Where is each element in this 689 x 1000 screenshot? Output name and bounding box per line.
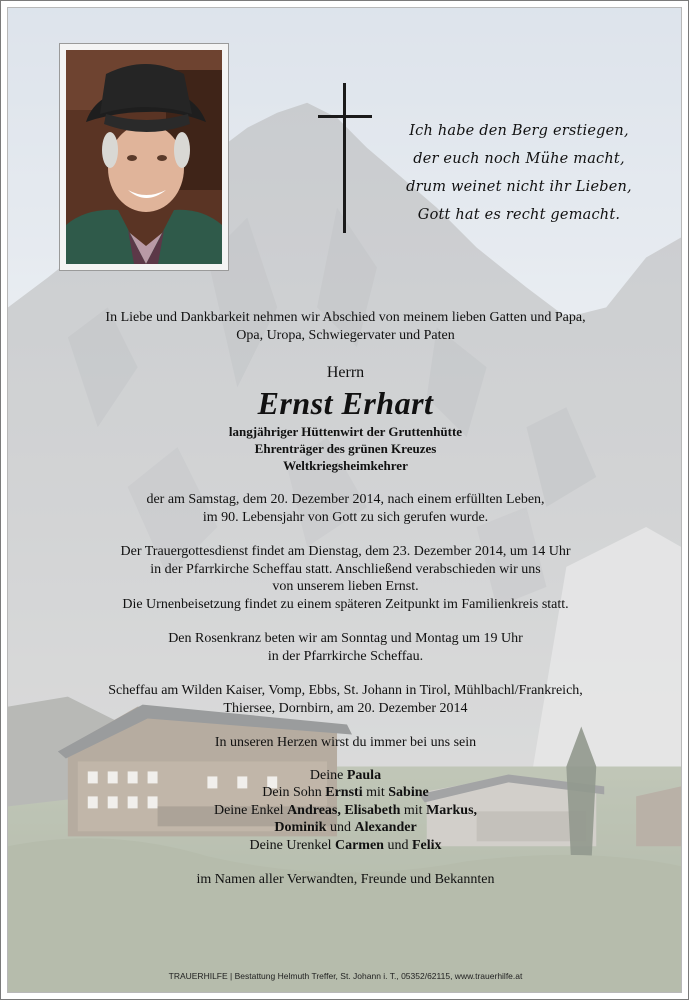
funeral-info: [1, 543, 689, 613]
death-notice: [1, 491, 689, 526]
family-member: Markus: [426, 802, 474, 818]
titles: [1, 423, 689, 474]
portrait-photo-frame: [59, 43, 229, 271]
family-member: Andreas: [287, 802, 338, 818]
family-member: Ernsti: [325, 785, 363, 800]
family-grandchildren-2: [1, 819, 689, 837]
rosary-line: in der Pfarrkirche Scheffau.: [267, 648, 424, 664]
poem-line: drum weinet nicht ihr Lieben,: [406, 179, 632, 195]
family-great-grandchildren: [1, 837, 689, 855]
place-date-line: Thiersee, Dornbirn, am 20. Dezember 2014: [223, 700, 468, 716]
place-date: [1, 682, 689, 717]
poem-line: Gott hat es recht gemacht.: [417, 207, 621, 223]
intro-line: Opa, Uropa, Schwiegervater und Paten: [236, 327, 455, 343]
title-line: langjähriger Hüttenwirt der Gruttenhütte: [228, 424, 463, 439]
family-son: [1, 784, 689, 802]
death-line: im 90. Lebensjahr von Gott zu sich gerufen wurde.: [202, 509, 489, 525]
place-date-line: Scheffau am Wilden Kaiser, Vomp, Ebbs, St. Johann in Tirol, Mühlbachl/Frankreich,: [108, 683, 583, 698]
cross-icon: [318, 83, 372, 233]
poem-line: Ich habe den Berg erstiegen,: [409, 123, 629, 139]
poem: [399, 117, 639, 229]
intro: [1, 309, 689, 344]
funeral-line: von unserem lieben Ernst.: [272, 579, 419, 594]
family-connector: mit: [400, 802, 427, 818]
family-connector: mit: [362, 785, 389, 800]
deceased-name: Ernst Erhart: [257, 385, 434, 421]
funeral-line: in der Pfarrkirche Scheffau statt. Anschließend verabschieden wir uns: [150, 561, 541, 577]
family-prefix: Deine Enkel: [213, 802, 288, 818]
family-connector: und: [383, 837, 412, 853]
family-prefix: Dein Sohn: [262, 785, 326, 800]
funeral-line: Die Urnenbeisetzung findet zu einem späteren Zeitpunkt im Familienkreis statt.: [122, 596, 569, 612]
family-member: Alexander: [354, 820, 417, 835]
memory-line: In unseren Herzen wirst du immer bei uns sein: [214, 735, 477, 750]
family-connector: und: [326, 820, 355, 835]
portrait-photo: [66, 50, 222, 264]
family-member: Dominik: [274, 820, 327, 835]
death-line: der am Samstag, dem 20. Dezember 2014, nach einem erfüllten Leben,: [146, 492, 545, 507]
intro-line: In Liebe und Dankbarkeit nehmen wir Abschied von meinem lieben Gatten und Papa,: [105, 310, 586, 325]
family-member: Carmen: [334, 837, 384, 853]
family-member: Paula: [346, 767, 382, 783]
family-prefix: Deine Urenkel: [249, 837, 335, 853]
family-member: Sabine: [388, 785, 429, 800]
poem-line: der euch noch Mühe macht,: [413, 151, 625, 167]
title-line: Weltkriegsheimkehrer: [283, 458, 408, 473]
funeral-line: Der Trauergottesdienst findet am Dienstag, dem 23. Dezember 2014, um 14 Uhr: [120, 544, 571, 559]
family-wife: [1, 767, 689, 785]
footer: [1, 971, 689, 981]
family-connector: ,: [473, 802, 478, 818]
rosary-info: [1, 630, 689, 665]
family-member: Elisabeth: [344, 802, 401, 818]
family-connector: ,: [337, 802, 345, 818]
family-prefix: Deine: [309, 767, 347, 783]
obituary-text: [1, 309, 689, 889]
footer-text: | Bestattung Helmuth Treffer, St. Johann i. T., 05352/62115, www.trauerhilfe.at: [227, 971, 523, 981]
family-list: [1, 767, 689, 855]
footer-brand: TRAUERHILFE: [168, 971, 228, 981]
family-member: Felix: [411, 837, 442, 853]
salutation: Herrn: [326, 364, 365, 381]
closing-line: im Namen aller Verwandten, Freunde und Bekannten: [196, 872, 495, 887]
family-grandchildren: [1, 802, 689, 820]
rosary-line: Den Rosenkranz beten wir am Sonntag und Montag um 19 Uhr: [168, 631, 523, 646]
title-line: Ehrenträger des grünen Kreuzes: [254, 441, 437, 456]
